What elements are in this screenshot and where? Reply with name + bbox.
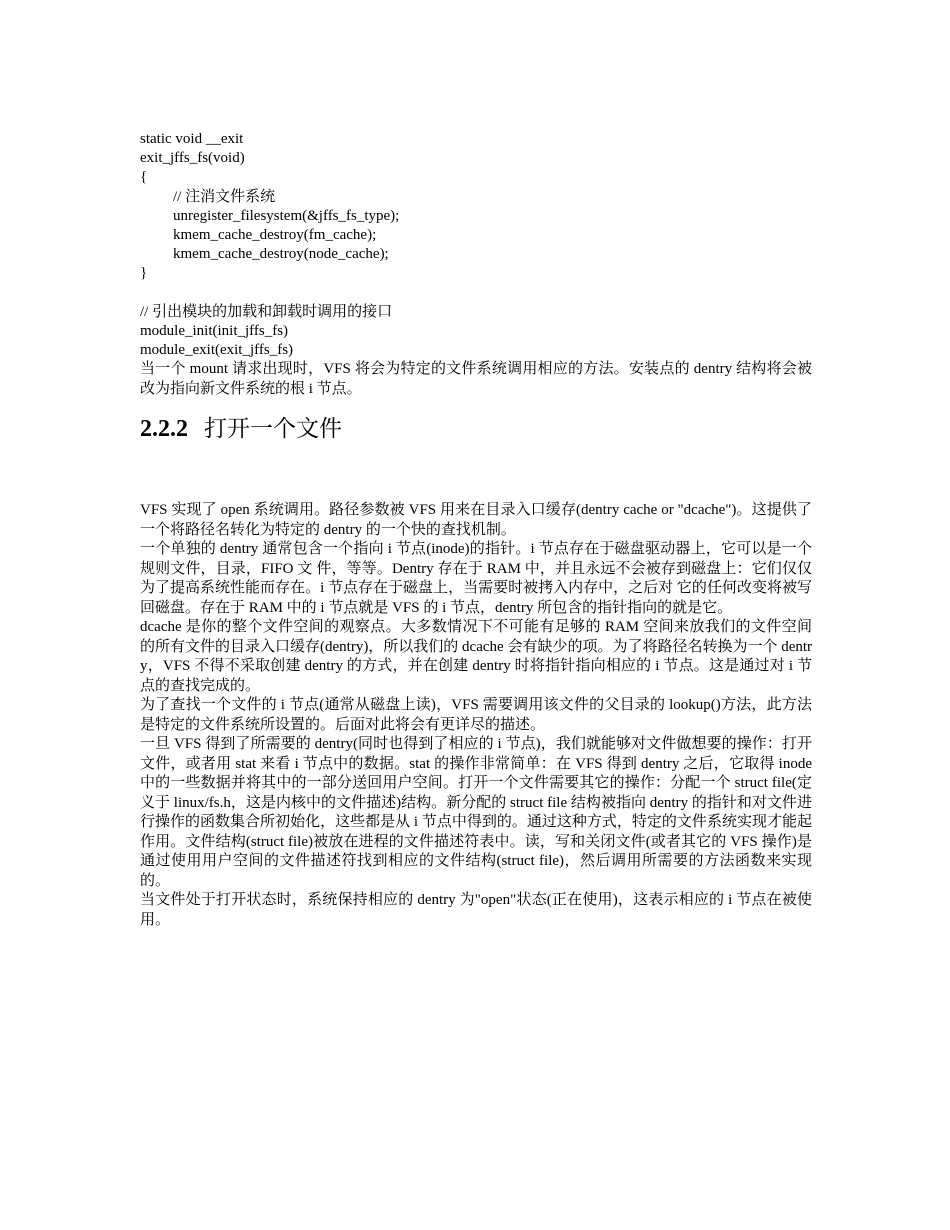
code-line: kmem_cache_destroy(fm_cache); — [173, 227, 377, 244]
code-block-exit — [140, 130, 812, 284]
body-paragraph: 当文件处于打开状态时，系统保持相应的 dentry 为"open"状态(正在使用)，这表示相应的 i 节点在被使用。 — [140, 892, 812, 928]
spacer — [140, 284, 812, 303]
code-line: module_init(init_jffs_fs) — [140, 322, 289, 339]
body-paragraph: 为了查找一个文件的 i 节点(通常从磁盘上读)，VFS 需要调用该文件的父目录的 lookup()方法，此方法是特定的文件系统所设置的。后面对此将会有更详尽的描述。 — [140, 697, 812, 733]
code-block-module — [140, 303, 812, 361]
body-paragraph: 一个单独的 dentry 通常包含一个指向 i 节点(inode)的指针。i 节点存在于磁盘驱动器上，它可以是一个规则文件，目录，FIFO 文 件，等等。Dentry 存在于 RAM 中，并且永远不会被存到磁盘上：它们仅仅为了提高系统性能而存在。i 节点存在于磁盘上，当需要时被拷入内存中，之后对 它的任何改变将被写回磁盘。存在于 RAM 中的 i 节点就是 VFS 的 i 节点，dentry 所包含的指针指向的就是它。 — [140, 541, 812, 616]
code-line: module_exit(exit_jffs_fs) — [140, 342, 294, 359]
section-heading — [140, 409, 812, 449]
code-comment: // 注消文件系统 — [173, 188, 276, 205]
body-paragraph: VFS 实现了 open 系统调用。路径参数被 VFS 用来在目录入口缓存(dentry cache or "dcache")。这提供了一个将路径名转化为特定的 dentry 的一个快的查找机制。 — [140, 502, 812, 538]
document-page — [140, 130, 812, 930]
code-line: { — [140, 169, 148, 186]
body-paragraph: dcache 是你的整个文件空间的观察点。大多数情况下不可能有足够的 RAM 空间来放我们的文件空间的所有文件的目录入口缓存(dentry)，所以我们的 dcache 会有缺少的项。为了将路径名转换为一个 dentry，VFS 不得不采取创建 dentry 的方式，并在创建 dentry 时将指针指向相应的 i 节点。这是通过对 i 节点的查找完成的。 — [140, 619, 813, 694]
code-line: unregister_filesystem(&jffs_fs_type); — [173, 207, 400, 224]
code-line: } — [140, 265, 148, 282]
code-line: exit_jffs_fs(void) — [140, 150, 245, 167]
spacer — [140, 449, 812, 501]
intro-paragraph: 当一个 mount 请求出现时，VFS 将会为特定的文件系统调用相应的方法。安装点的 dentry 结构将会被改为指向新文件系统的根 i 节点。 — [140, 361, 812, 397]
code-line: kmem_cache_destroy(node_cache); — [173, 246, 389, 263]
code-comment: // 引出模块的加载和卸载时调用的接口 — [140, 303, 393, 320]
code-line: static void __exit — [140, 131, 244, 147]
body-paragraph: 一旦 VFS 得到了所需要的 dentry(同时也得到了相应的 i 节点)，我们就能够对文件做想要的操作：打开文件，或者用 stat 来看 i 节点中的数据。stat 的操作非常简单：在 VFS 得到 dentry 之后，它取得 inode 中的一些数据并将其中的一部分送回用户空间。打开一个文件需要其它的操作：分配一个 struct file(定义于 linux/fs.h，这是内核中的文件描述)结构。新分配的 struct file 结构被指向 dentry 的指针和对文件进行操作的函数集合所初始化，这些都是从 i 节点中得到的。通过这种方式，特定的文件系统实现才能起作用。文件结构(struct file)被放在进程的文件描述符表中。读，写和关闭文件(或者其它的 VFS 操作)是通过使用用户空间的文件描述符找到相应的文件结构(struct file)，然后调用所需要的方法函数来实现的。 — [140, 736, 812, 889]
section-number: 2.2.2 — [140, 416, 188, 443]
section-title: 打开一个文件 — [204, 416, 342, 443]
